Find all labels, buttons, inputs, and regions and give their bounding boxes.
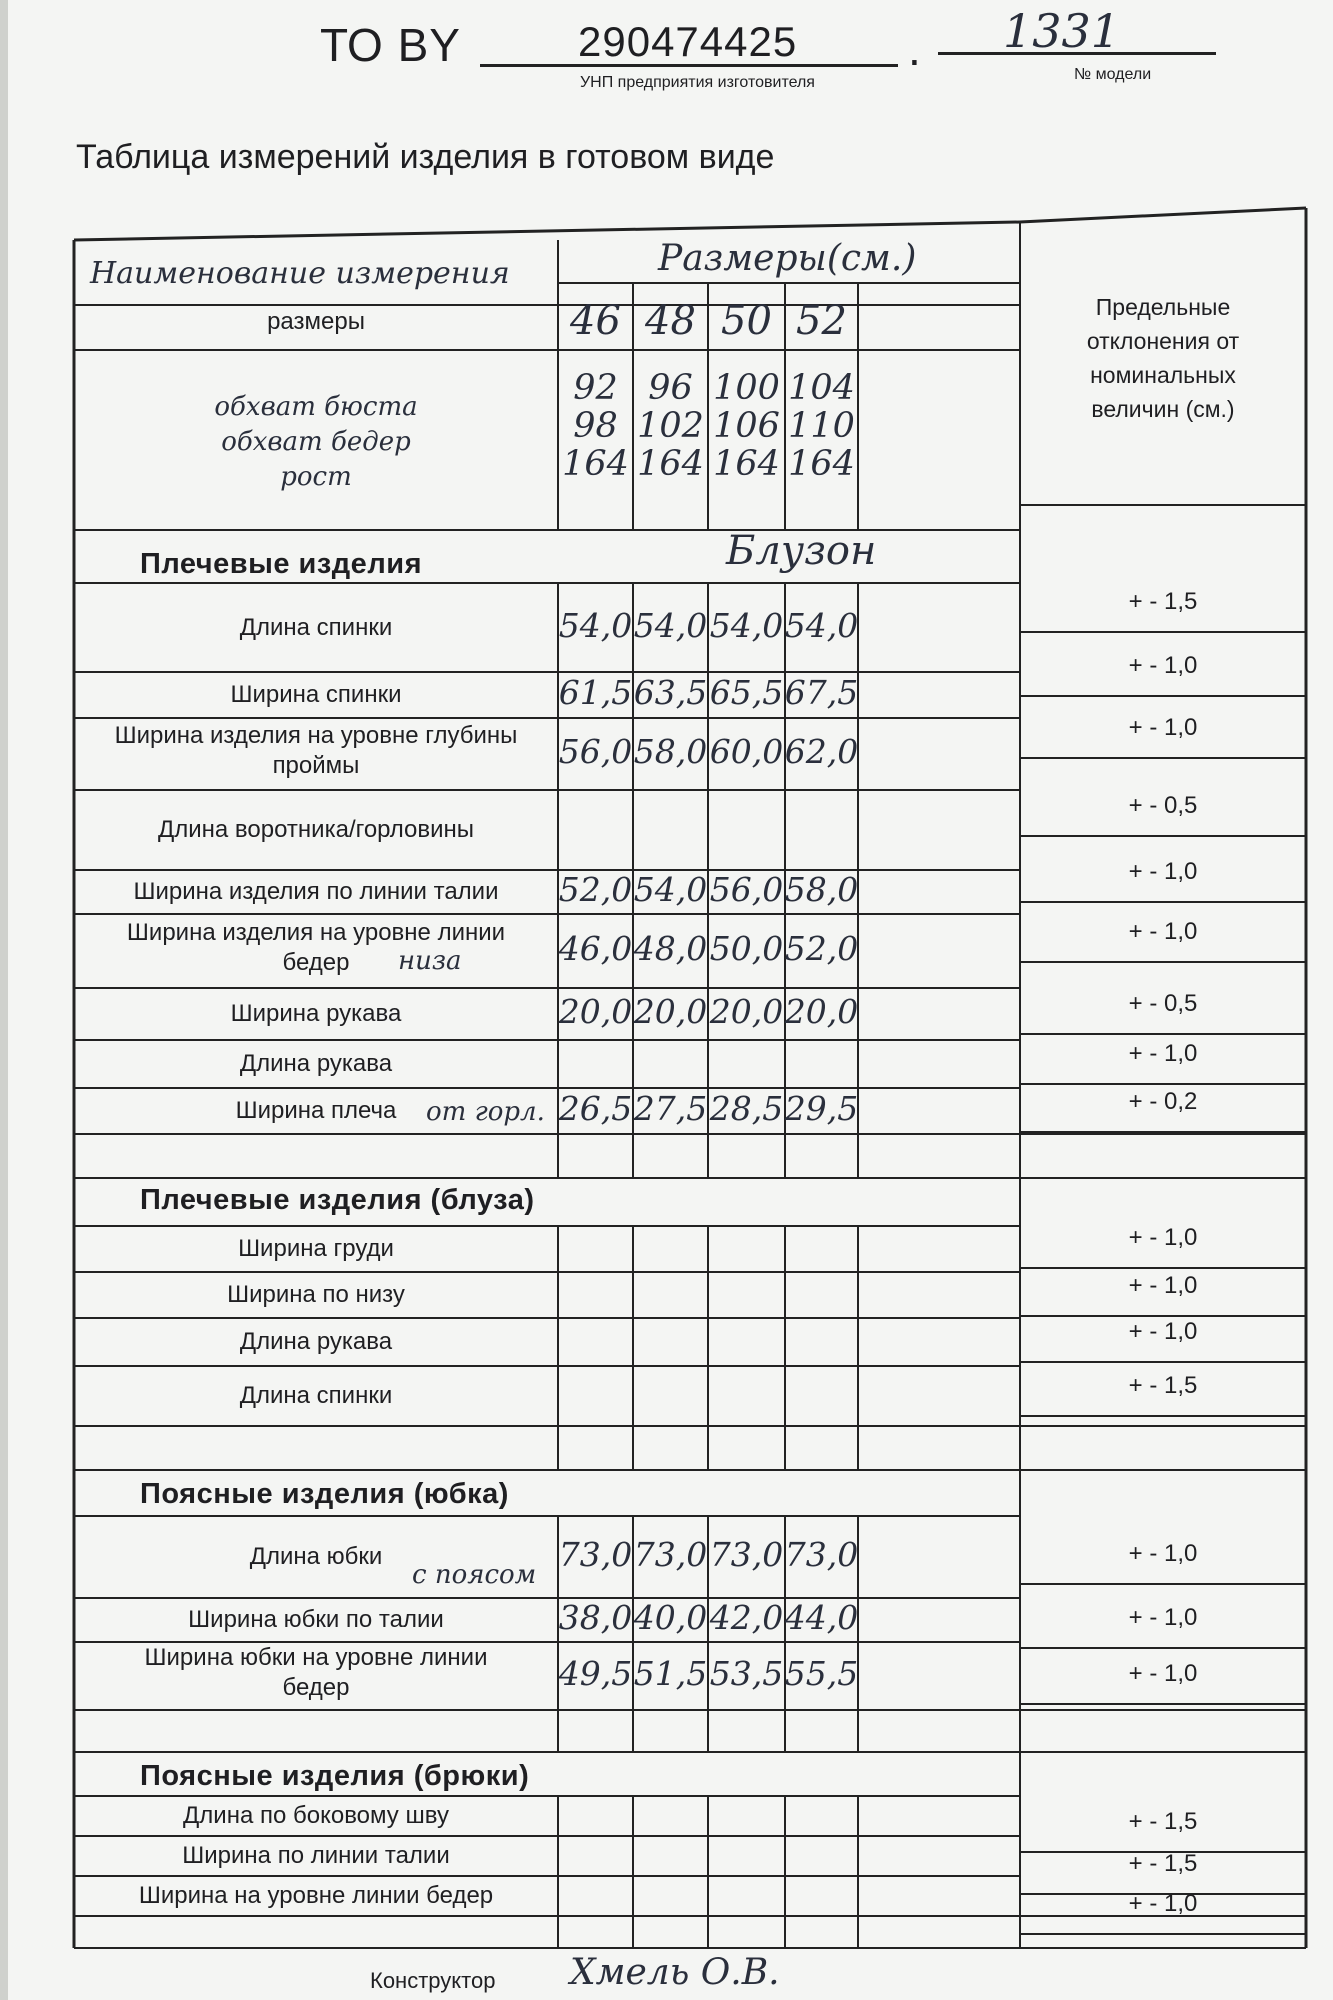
measurement-value: 73,0 xyxy=(558,1535,633,1574)
handwritten-note: от горл. xyxy=(426,1097,545,1127)
body-param-value: 164 xyxy=(788,444,855,484)
measurement-value: 67,5 xyxy=(784,673,859,712)
measurement-label: Ширина груди xyxy=(238,1235,394,1262)
tolerance-header-line: Предельные xyxy=(1095,294,1231,320)
measurement-label: Ширина изделия по линии талии xyxy=(133,878,499,905)
tolerance-value: + - 1,0 xyxy=(1128,1272,1198,1299)
measurement-label: Длина рукава xyxy=(239,1328,393,1355)
body-param-label: рост xyxy=(280,462,352,492)
measurement-label-cont: бедер xyxy=(282,1674,350,1701)
measurement-label: Ширина по линии талии xyxy=(182,1842,450,1869)
measurement-label: Ширина юбки на уровне линии xyxy=(144,1644,488,1671)
measurement-label-cont: бедер xyxy=(282,949,350,976)
section-title: Плечевые изделия (блуза) xyxy=(140,1184,535,1216)
measurement-label: Длина рукава xyxy=(239,1050,393,1077)
tolerance-value: + - 1,5 xyxy=(1128,1372,1198,1399)
measurement-value: 65,5 xyxy=(709,673,784,712)
tolerance-value: + - 1,0 xyxy=(1128,1224,1198,1251)
measurement-value: 38,0 xyxy=(558,1598,633,1637)
measurement-label: Ширина изделия на уровне глубины xyxy=(114,722,518,749)
tolerance-value: + - 1,5 xyxy=(1128,1808,1198,1835)
sizes-header: Размеры(см.) xyxy=(658,238,917,279)
measurement-value: 49,5 xyxy=(558,1654,633,1693)
measurement-value: 73,0 xyxy=(709,1535,784,1574)
tolerance-value: + - 1,0 xyxy=(1128,714,1198,741)
tolerance-value: + - 1,0 xyxy=(1128,858,1198,885)
signer-label: Конструктор xyxy=(370,1968,496,1993)
measurement-label: Ширина на уровне линии бедер xyxy=(138,1882,494,1909)
measurement-label: Ширина по низу xyxy=(227,1281,405,1308)
to-prefix: ТО BY xyxy=(320,19,461,71)
measurement-value: 53,5 xyxy=(709,1654,784,1693)
measurement-value: 44,0 xyxy=(784,1598,859,1637)
tolerance-value: + - 1,0 xyxy=(1128,1540,1198,1567)
measurement-value: 60,0 xyxy=(709,732,784,771)
measurement-value: 40,0 xyxy=(633,1598,708,1637)
measurement-label: Длина спинки xyxy=(239,1382,393,1409)
header-separator: . xyxy=(908,23,921,75)
measurement-value: 54,0 xyxy=(633,870,708,909)
measurement-value: 58,0 xyxy=(633,732,708,771)
measurement-value: 62,0 xyxy=(784,732,859,771)
body-param-value: 104 xyxy=(788,368,855,408)
tolerance-header-line: номинальных xyxy=(1090,362,1236,388)
measurement-value: 54,0 xyxy=(709,605,784,645)
measurement-value: 61,5 xyxy=(558,673,633,712)
tolerance-value: + - 1,0 xyxy=(1128,1318,1198,1345)
section-title: Поясные изделия (юбка) xyxy=(140,1478,509,1510)
measurement-value: 48,0 xyxy=(633,929,708,968)
tolerance-value: + - 1,0 xyxy=(1128,918,1198,945)
tolerance-header-line: величин (см.) xyxy=(1091,396,1235,422)
measurement-value: 55,5 xyxy=(784,1654,859,1693)
tolerance-header-line: отклонения от xyxy=(1086,328,1240,354)
measurement-value: 20,0 xyxy=(709,992,784,1031)
body-param-value: 98 xyxy=(573,406,618,446)
size-value: 50 xyxy=(721,298,772,344)
tolerance-value: + - 0,5 xyxy=(1128,990,1198,1017)
body-param-value: 92 xyxy=(573,368,618,408)
signer-name: Хмель О.В. xyxy=(570,1952,780,1993)
measurement-value: 20,0 xyxy=(784,992,859,1031)
size-value: 48 xyxy=(645,298,696,344)
measurement-value: 50,0 xyxy=(709,929,784,968)
body-param-value: 164 xyxy=(713,444,780,484)
document-title: Таблица измерений изделия в готовом виде xyxy=(76,138,775,176)
measurement-value: 63,5 xyxy=(633,673,708,712)
unp-number: 290474425 xyxy=(578,18,798,65)
measurement-value: 52,0 xyxy=(558,870,633,909)
measurement-value: 56,0 xyxy=(558,732,633,771)
unp-caption: УНП предприятия изготовителя xyxy=(580,74,815,91)
table-rule xyxy=(1020,208,1306,222)
body-param-value: 164 xyxy=(562,444,629,484)
body-param-value: 164 xyxy=(637,444,704,484)
measurement-value: 27,5 xyxy=(633,1089,708,1128)
tolerance-value: + - 0,5 xyxy=(1128,792,1198,819)
measurement-label-cont: проймы xyxy=(272,752,360,779)
measurement-label: Длина юбки xyxy=(249,1543,383,1570)
section-note: Блузон xyxy=(726,528,877,574)
body-param-label: обхват бедер xyxy=(221,427,411,457)
measurement-value: 46,0 xyxy=(558,929,633,968)
body-param-value: 96 xyxy=(648,368,693,408)
measurement-value: 42,0 xyxy=(709,1598,784,1637)
body-param-value: 110 xyxy=(788,406,855,446)
section-title: Плечевые изделия xyxy=(140,548,422,580)
measurement-value: 28,5 xyxy=(709,1089,784,1128)
size-value: 46 xyxy=(570,298,621,344)
measurement-value: 56,0 xyxy=(709,870,784,909)
measurement-value: 20,0 xyxy=(558,992,633,1031)
sizes-row-label: размеры xyxy=(267,308,365,335)
model-number: 1331 xyxy=(1003,4,1121,58)
measurement-label: Длина спинки xyxy=(239,613,393,641)
size-value: 52 xyxy=(796,298,847,344)
measurement-value: 54,0 xyxy=(633,605,708,645)
tolerance-value: + - 1,0 xyxy=(1128,1890,1198,1917)
handwritten-note: с поясом xyxy=(412,1560,537,1590)
body-param-label: обхват бюста xyxy=(214,392,418,422)
measurement-value: 51,5 xyxy=(633,1654,708,1693)
measurement-label: Ширина рукава xyxy=(230,1000,402,1027)
tolerance-value: + - 1,0 xyxy=(1128,1660,1198,1687)
measurement-value: 26,5 xyxy=(558,1089,633,1128)
measurement-label: Ширина плеча xyxy=(235,1097,397,1124)
measurement-value: 73,0 xyxy=(633,1535,708,1574)
body-param-value: 106 xyxy=(713,406,780,446)
measurement-value: 73,0 xyxy=(784,1535,859,1574)
name-column-header: Наименование измерения xyxy=(90,256,510,291)
measurement-label: Ширина спинки xyxy=(230,681,402,708)
measurement-value: 54,0 xyxy=(784,605,859,645)
measurement-value: 58,0 xyxy=(784,870,859,909)
measurement-value: 29,5 xyxy=(784,1089,859,1128)
tolerance-value: + - 1,5 xyxy=(1128,588,1198,615)
measurement-label: Длина воротника/горловины xyxy=(157,816,474,843)
model-caption: № модели xyxy=(1074,66,1152,83)
measurement-value: 52,0 xyxy=(784,929,859,968)
body-param-value: 100 xyxy=(713,368,780,408)
tolerance-value: + - 1,0 xyxy=(1128,1040,1198,1067)
measurement-label: Ширина изделия на уровне линии xyxy=(126,919,506,946)
document-sheet xyxy=(8,0,1333,2000)
measurement-label: Длина по боковому шву xyxy=(183,1802,449,1829)
measurement-value: 54,0 xyxy=(558,605,633,645)
tolerance-value: + - 1,0 xyxy=(1128,652,1198,679)
body-param-value: 102 xyxy=(637,406,704,446)
tolerance-value: + - 0,2 xyxy=(1128,1088,1198,1115)
measurement-label: Ширина юбки по талии xyxy=(188,1606,444,1633)
handwritten-note: низа xyxy=(398,946,462,976)
tolerance-value: + - 1,5 xyxy=(1128,1850,1198,1877)
tolerance-value: + - 1,0 xyxy=(1128,1604,1198,1631)
measurement-value: 20,0 xyxy=(633,992,708,1031)
section-title: Поясные изделия (брюки) xyxy=(140,1760,530,1792)
